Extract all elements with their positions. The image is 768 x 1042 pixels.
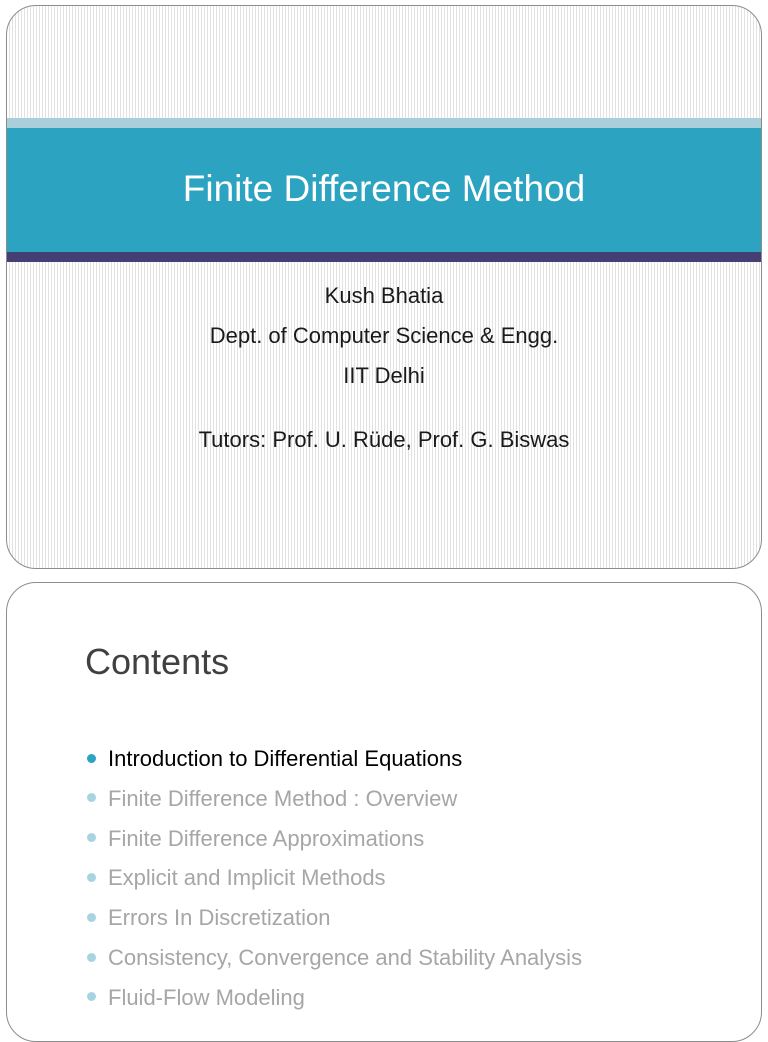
contents-item	[87, 819, 582, 859]
bullet-dot-icon	[87, 754, 96, 763]
bullet-dot-icon	[87, 873, 96, 882]
contents-item-label: Explicit and Implicit Methods	[108, 865, 386, 891]
contents-item-label: Consistency, Convergence and Stability Analysis	[108, 944, 583, 970]
department: Dept. of Computer Science & Engg.	[209, 323, 559, 348]
institute: IIT Delhi	[343, 363, 425, 388]
contents-item-label: Fluid-Flow Modeling	[108, 984, 305, 1010]
contents-item-label: Introduction to Differential Equations	[108, 746, 463, 771]
contents-slide	[6, 582, 762, 1042]
title-band-bottom-stripe	[7, 252, 761, 262]
bullet-dot-icon	[87, 992, 96, 1001]
contents-item	[87, 938, 582, 978]
bullet-dot-icon	[87, 833, 96, 842]
contents-item-label: Errors In Discretization	[108, 905, 331, 931]
slide-title: Finite Difference Method	[182, 168, 586, 209]
bullet-dot-icon	[87, 913, 96, 922]
contents-item	[87, 779, 582, 819]
contents-item	[87, 978, 582, 1018]
title-slide	[6, 5, 762, 569]
contents-item-label: Finite Difference Method : Overview	[108, 785, 458, 811]
tutors: Tutors: Prof. U. Rüde, Prof. G. Biswas	[198, 427, 570, 452]
contents-item	[87, 858, 582, 898]
bullet-dot-icon	[87, 953, 96, 962]
author-name: Kush Bhatia	[324, 283, 444, 308]
contents-item	[87, 898, 582, 938]
title-band-top-stripe	[7, 118, 761, 128]
contents-item	[87, 739, 582, 779]
slide-subtitle	[7, 276, 761, 460]
contents-title: Contents	[85, 641, 230, 682]
contents-item-label: Finite Difference Approximations	[108, 825, 425, 851]
contents-list	[87, 739, 582, 1018]
bullet-dot-icon	[87, 793, 96, 802]
